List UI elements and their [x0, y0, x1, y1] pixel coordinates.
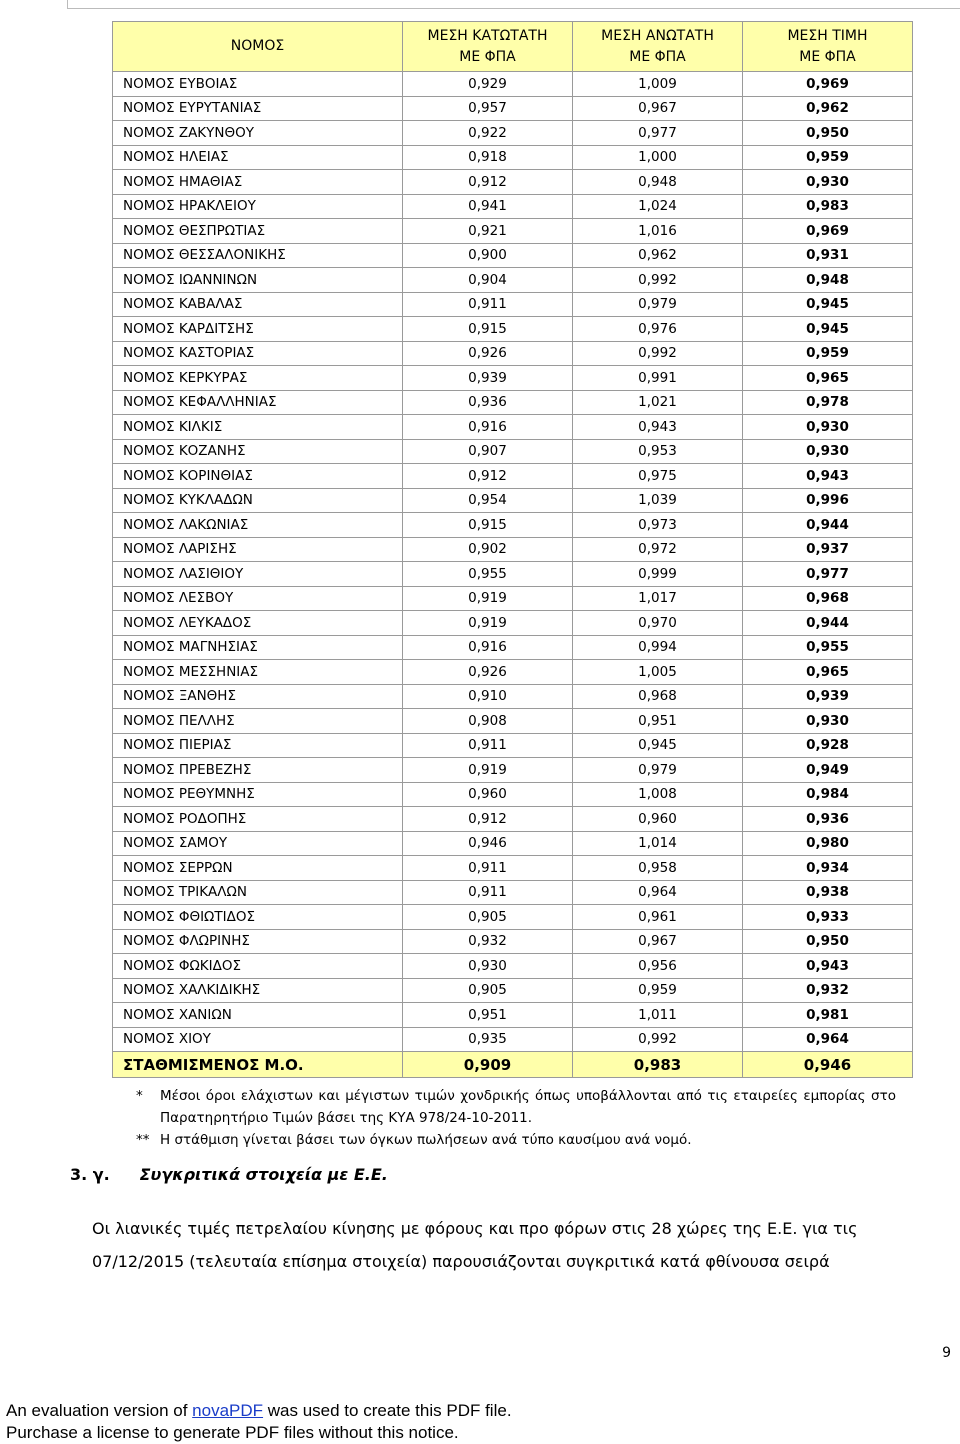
prefecture-name: ΝΟΜΟΣ ΦΛΩΡΙΝΗΣ — [113, 929, 403, 954]
header-prefecture: ΝΟΜΟΣ — [113, 22, 403, 72]
prefecture-name: ΝΟΜΟΣ ΚΕΦΑΛΛΗΝΙΑΣ — [113, 390, 403, 415]
avg-price: 0,964 — [743, 1027, 913, 1052]
avg-price: 0,981 — [743, 1003, 913, 1028]
table-row — [113, 464, 913, 489]
prefecture-name: ΝΟΜΟΣ ΚΑΣΤΟΡΙΑΣ — [113, 341, 403, 366]
prefecture-name: ΝΟΜΟΣ ΛΕΣΒΟΥ — [113, 586, 403, 611]
prefecture-name: ΝΟΜΟΣ ΜΕΣΣΗΝΙΑΣ — [113, 660, 403, 685]
min-price: 0,911 — [403, 733, 573, 758]
header-max-line1: ΜΕΣΗ ΑΝΩΤΑΤΗ — [601, 27, 714, 44]
table-row — [113, 684, 913, 709]
min-price: 0,921 — [403, 219, 573, 244]
table-row — [113, 856, 913, 881]
avg-price: 0,930 — [743, 439, 913, 464]
avg-price: 0,938 — [743, 880, 913, 905]
max-price: 0,951 — [573, 709, 743, 734]
min-price: 0,939 — [403, 366, 573, 391]
min-price: 0,915 — [403, 317, 573, 342]
prefecture-name: ΝΟΜΟΣ ΖΑΚΥΝΘΟΥ — [113, 121, 403, 146]
max-price: 0,975 — [573, 464, 743, 489]
avg-price: 0,977 — [743, 562, 913, 587]
min-price: 0,916 — [403, 415, 573, 440]
weighted-average-row — [113, 1052, 913, 1078]
prefecture-name: ΝΟΜΟΣ ΧΙΟΥ — [113, 1027, 403, 1052]
prefecture-name: ΝΟΜΟΣ ΛΑΡΙΣΗΣ — [113, 537, 403, 562]
evaluation-notice — [6, 1400, 512, 1444]
total-avg: 0,946 — [743, 1052, 913, 1078]
min-price: 0,905 — [403, 905, 573, 930]
section-heading — [70, 1165, 388, 1184]
max-price: 0,958 — [573, 856, 743, 881]
avg-price: 0,943 — [743, 464, 913, 489]
max-price: 0,992 — [573, 268, 743, 293]
header-max-line2: ΜΕ ΦΠΑ — [629, 48, 686, 65]
prefecture-name: ΝΟΜΟΣ ΞΑΝΘΗΣ — [113, 684, 403, 709]
price-table — [112, 21, 913, 1078]
table-row — [113, 96, 913, 121]
table-row — [113, 733, 913, 758]
table-row — [113, 366, 913, 391]
header-avg-line2: ΜΕ ΦΠΑ — [799, 48, 856, 65]
avg-price: 0,965 — [743, 366, 913, 391]
table-row — [113, 562, 913, 587]
footnote-2 — [136, 1129, 896, 1151]
max-price: 0,972 — [573, 537, 743, 562]
min-price: 0,911 — [403, 856, 573, 881]
table-row — [113, 954, 913, 979]
footnote-2-text: Η στάθμιση γίνεται βάσει των όγκων πωλήσεων ανά τύπο καυσίμου ανά νομό. — [160, 1132, 692, 1148]
avg-price: 0,949 — [743, 758, 913, 783]
price-table-footer — [113, 1052, 913, 1078]
prefecture-name: ΝΟΜΟΣ ΛΕΥΚΑΔΟΣ — [113, 611, 403, 636]
prefecture-name: ΝΟΜΟΣ ΚΑΡΔΙΤΣΗΣ — [113, 317, 403, 342]
max-price: 0,991 — [573, 366, 743, 391]
prefecture-name: ΝΟΜΟΣ ΦΩΚΙΔΟΣ — [113, 954, 403, 979]
avg-price: 0,937 — [743, 537, 913, 562]
avg-price: 0,962 — [743, 96, 913, 121]
avg-price: 0,933 — [743, 905, 913, 930]
table-row — [113, 880, 913, 905]
max-price: 0,979 — [573, 758, 743, 783]
avg-price: 0,955 — [743, 635, 913, 660]
max-price: 0,999 — [573, 562, 743, 587]
prefecture-name: ΝΟΜΟΣ ΣΕΡΡΩΝ — [113, 856, 403, 881]
prefecture-name: ΝΟΜΟΣ ΙΩΑΝΝΙΝΩΝ — [113, 268, 403, 293]
min-price: 0,930 — [403, 954, 573, 979]
max-price: 0,992 — [573, 341, 743, 366]
min-price: 0,902 — [403, 537, 573, 562]
prefecture-name: ΝΟΜΟΣ ΕΥΒΟΙΑΣ — [113, 72, 403, 97]
prefecture-name: ΝΟΜΟΣ ΗΜΑΘΙΑΣ — [113, 170, 403, 195]
prefecture-name: ΝΟΜΟΣ ΚΟΖΑΝΗΣ — [113, 439, 403, 464]
body-paragraph: Οι λιανικές τιμές πετρελαίου κίνησης με φόρους και προ φόρων στις 28 χώρες της Ε.Ε. για τις 07/12/2015 (τελευταία επίσημα στοιχεία) παρουσιάζονται συγκριτικά κατά φθίνουσα σειρά — [92, 1219, 858, 1271]
table-row — [113, 905, 913, 930]
max-price: 0,960 — [573, 807, 743, 832]
footnote-1 — [136, 1085, 896, 1129]
avg-price: 0,944 — [743, 611, 913, 636]
max-price: 0,976 — [573, 317, 743, 342]
min-price: 0,916 — [403, 635, 573, 660]
prefecture-name: ΝΟΜΟΣ ΤΡΙΚΑΛΩΝ — [113, 880, 403, 905]
min-price: 0,911 — [403, 880, 573, 905]
max-price: 0,973 — [573, 513, 743, 538]
prefecture-name: ΝΟΜΟΣ ΚΙΛΚΙΣ — [113, 415, 403, 440]
min-price: 0,912 — [403, 807, 573, 832]
prefecture-name: ΝΟΜΟΣ ΚΟΡΙΝΘΙΑΣ — [113, 464, 403, 489]
table-row — [113, 488, 913, 513]
evaluation-notice-line1 — [6, 1400, 512, 1422]
max-price: 1,014 — [573, 831, 743, 856]
table-row — [113, 292, 913, 317]
avg-price: 0,980 — [743, 831, 913, 856]
max-price: 1,017 — [573, 586, 743, 611]
table-row — [113, 660, 913, 685]
prefecture-name: ΝΟΜΟΣ ΘΕΣΣΑΛΟΝΙΚΗΣ — [113, 243, 403, 268]
page-edge-line — [67, 8, 960, 9]
table-row — [113, 219, 913, 244]
table-row — [113, 341, 913, 366]
max-price: 0,962 — [573, 243, 743, 268]
footnote-1-text: Μέσοι όροι ελάχιστων και μέγιστων τιμών χονδρικής όπως υποβάλλονται από τις εταιρείες εμπορίας στο Παρατηρητήριο Τιμών βάσει της ΚΥΑ 978/24-10-2011. — [160, 1088, 896, 1126]
price-table-header — [113, 22, 913, 72]
table-row — [113, 72, 913, 97]
header-avg-line1: ΜΕΣΗ ΤΙΜΗ — [787, 27, 868, 44]
min-price: 0,926 — [403, 341, 573, 366]
prefecture-name: ΝΟΜΟΣ ΠΕΛΛΗΣ — [113, 709, 403, 734]
avg-price: 0,968 — [743, 586, 913, 611]
avg-price: 0,959 — [743, 145, 913, 170]
min-price: 0,905 — [403, 978, 573, 1003]
min-price: 0,946 — [403, 831, 573, 856]
header-min-line1: ΜΕΣΗ ΚΑΤΩΤΑΤΗ — [427, 27, 548, 44]
max-price: 0,948 — [573, 170, 743, 195]
table-row — [113, 268, 913, 293]
footnote-2-mark: ** — [136, 1132, 150, 1148]
min-price: 0,936 — [403, 390, 573, 415]
min-price: 0,912 — [403, 170, 573, 195]
max-price: 1,011 — [573, 1003, 743, 1028]
max-price: 0,953 — [573, 439, 743, 464]
avg-price: 0,959 — [743, 341, 913, 366]
table-row — [113, 1027, 913, 1052]
total-max: 0,983 — [573, 1052, 743, 1078]
min-price: 0,911 — [403, 292, 573, 317]
max-price: 0,992 — [573, 1027, 743, 1052]
min-price: 0,915 — [403, 513, 573, 538]
min-price: 0,900 — [403, 243, 573, 268]
table-row — [113, 1003, 913, 1028]
min-price: 0,935 — [403, 1027, 573, 1052]
max-price: 0,967 — [573, 96, 743, 121]
avg-price: 0,931 — [743, 243, 913, 268]
avg-price: 0,928 — [743, 733, 913, 758]
max-price: 0,945 — [573, 733, 743, 758]
min-price: 0,922 — [403, 121, 573, 146]
avg-price: 0,945 — [743, 317, 913, 342]
table-row — [113, 415, 913, 440]
total-min: 0,909 — [403, 1052, 573, 1078]
min-price: 0,951 — [403, 1003, 573, 1028]
prefecture-name: ΝΟΜΟΣ ΠΙΕΡΙΑΣ — [113, 733, 403, 758]
min-price: 0,912 — [403, 464, 573, 489]
novapdf-link[interactable]: novaPDF — [192, 1401, 264, 1420]
section-title: Συγκριτικά στοιχεία με Ε.Ε. — [139, 1165, 388, 1184]
prefecture-name: ΝΟΜΟΣ ΘΕΣΠΡΩΤΙΑΣ — [113, 219, 403, 244]
avg-price: 0,936 — [743, 807, 913, 832]
min-price: 0,960 — [403, 782, 573, 807]
table-row — [113, 758, 913, 783]
table-row — [113, 390, 913, 415]
table-row — [113, 929, 913, 954]
table-row — [113, 439, 913, 464]
min-price: 0,929 — [403, 72, 573, 97]
table-row — [113, 170, 913, 195]
max-price: 0,994 — [573, 635, 743, 660]
prefecture-name: ΝΟΜΟΣ ΡΟΔΟΠΗΣ — [113, 807, 403, 832]
avg-price: 0,983 — [743, 194, 913, 219]
page-edge-line — [67, 0, 68, 8]
prefecture-name: ΝΟΜΟΣ ΕΥΡΥΤΑΝΙΑΣ — [113, 96, 403, 121]
avg-price: 0,965 — [743, 660, 913, 685]
table-row — [113, 121, 913, 146]
table-row — [113, 317, 913, 342]
prefecture-name: ΝΟΜΟΣ ΣΑΜΟΥ — [113, 831, 403, 856]
min-price: 0,918 — [403, 145, 573, 170]
prefecture-name: ΝΟΜΟΣ ΗΡΑΚΛΕΙΟΥ — [113, 194, 403, 219]
min-price: 0,904 — [403, 268, 573, 293]
prefecture-name: ΝΟΜΟΣ ΚΕΡΚΥΡΑΣ — [113, 366, 403, 391]
max-price: 1,021 — [573, 390, 743, 415]
header-avg-price — [743, 22, 913, 72]
min-price: 0,955 — [403, 562, 573, 587]
table-row — [113, 807, 913, 832]
avg-price: 0,969 — [743, 219, 913, 244]
table-row — [113, 831, 913, 856]
avg-price: 0,943 — [743, 954, 913, 979]
min-price: 0,910 — [403, 684, 573, 709]
prefecture-name: ΝΟΜΟΣ ΦΘΙΩΤΙΔΟΣ — [113, 905, 403, 930]
avg-price: 0,934 — [743, 856, 913, 881]
min-price: 0,926 — [403, 660, 573, 685]
max-price: 0,943 — [573, 415, 743, 440]
max-price: 1,039 — [573, 488, 743, 513]
max-price: 1,024 — [573, 194, 743, 219]
max-price: 0,970 — [573, 611, 743, 636]
avg-price: 0,930 — [743, 415, 913, 440]
max-price: 0,964 — [573, 880, 743, 905]
table-row — [113, 513, 913, 538]
table-row — [113, 194, 913, 219]
total-name: ΣΤΑΘΜΙΣΜΕΝΟΣ Μ.Ο. — [113, 1052, 403, 1078]
prefecture-name: ΝΟΜΟΣ ΗΛΕΙΑΣ — [113, 145, 403, 170]
avg-price: 0,945 — [743, 292, 913, 317]
notice-text-before: An evaluation version of — [6, 1401, 193, 1420]
table-row — [113, 978, 913, 1003]
min-price: 0,907 — [403, 439, 573, 464]
table-row — [113, 537, 913, 562]
max-price: 0,977 — [573, 121, 743, 146]
avg-price: 0,950 — [743, 929, 913, 954]
avg-price: 0,930 — [743, 709, 913, 734]
avg-price: 0,932 — [743, 978, 913, 1003]
avg-price: 0,948 — [743, 268, 913, 293]
table-row — [113, 145, 913, 170]
avg-price: 0,969 — [743, 72, 913, 97]
max-price: 1,005 — [573, 660, 743, 685]
max-price: 0,961 — [573, 905, 743, 930]
min-price: 0,919 — [403, 611, 573, 636]
avg-price: 0,939 — [743, 684, 913, 709]
table-row — [113, 611, 913, 636]
table-row — [113, 782, 913, 807]
avg-price: 0,930 — [743, 170, 913, 195]
evaluation-notice-line2: Purchase a license to generate PDF files without this notice. — [6, 1423, 459, 1442]
min-price: 0,932 — [403, 929, 573, 954]
price-table-body — [113, 72, 913, 1052]
min-price: 0,957 — [403, 96, 573, 121]
table-row — [113, 586, 913, 611]
max-price: 1,009 — [573, 72, 743, 97]
max-price: 0,967 — [573, 929, 743, 954]
footnote-1-mark: * — [136, 1088, 143, 1104]
max-price: 0,968 — [573, 684, 743, 709]
avg-price: 0,984 — [743, 782, 913, 807]
min-price: 0,908 — [403, 709, 573, 734]
max-price: 0,959 — [573, 978, 743, 1003]
notice-text-after: was used to create this PDF file. — [263, 1401, 512, 1420]
prefecture-name: ΝΟΜΟΣ ΡΕΘΥΜΝΗΣ — [113, 782, 403, 807]
max-price: 1,008 — [573, 782, 743, 807]
prefecture-name: ΝΟΜΟΣ ΚΥΚΛΑΔΩΝ — [113, 488, 403, 513]
page-number: 9 — [942, 1345, 951, 1361]
prefecture-name: ΝΟΜΟΣ ΠΡΕΒΕΖΗΣ — [113, 758, 403, 783]
max-price: 0,956 — [573, 954, 743, 979]
avg-price: 0,944 — [743, 513, 913, 538]
min-price: 0,919 — [403, 758, 573, 783]
min-price: 0,941 — [403, 194, 573, 219]
min-price: 0,954 — [403, 488, 573, 513]
avg-price: 0,978 — [743, 390, 913, 415]
header-min-price — [403, 22, 573, 72]
avg-price: 0,950 — [743, 121, 913, 146]
prefecture-name: ΝΟΜΟΣ ΜΑΓΝΗΣΙΑΣ — [113, 635, 403, 660]
prefecture-name: ΝΟΜΟΣ ΚΑΒΑΛΑΣ — [113, 292, 403, 317]
prefecture-name: ΝΟΜΟΣ ΛΑΣΙΘΙΟΥ — [113, 562, 403, 587]
prefecture-name: ΝΟΜΟΣ ΧΑΛΚΙΔΙΚΗΣ — [113, 978, 403, 1003]
header-min-line2: ΜΕ ΦΠΑ — [459, 48, 516, 65]
max-price: 0,979 — [573, 292, 743, 317]
max-price: 1,000 — [573, 145, 743, 170]
avg-price: 0,996 — [743, 488, 913, 513]
min-price: 0,919 — [403, 586, 573, 611]
table-row — [113, 635, 913, 660]
table-row — [113, 709, 913, 734]
section-number: 3. γ. — [70, 1165, 110, 1184]
table-row — [113, 243, 913, 268]
prefecture-name: ΝΟΜΟΣ ΛΑΚΩΝΙΑΣ — [113, 513, 403, 538]
max-price: 1,016 — [573, 219, 743, 244]
header-max-price — [573, 22, 743, 72]
prefecture-name: ΝΟΜΟΣ ΧΑΝΙΩΝ — [113, 1003, 403, 1028]
